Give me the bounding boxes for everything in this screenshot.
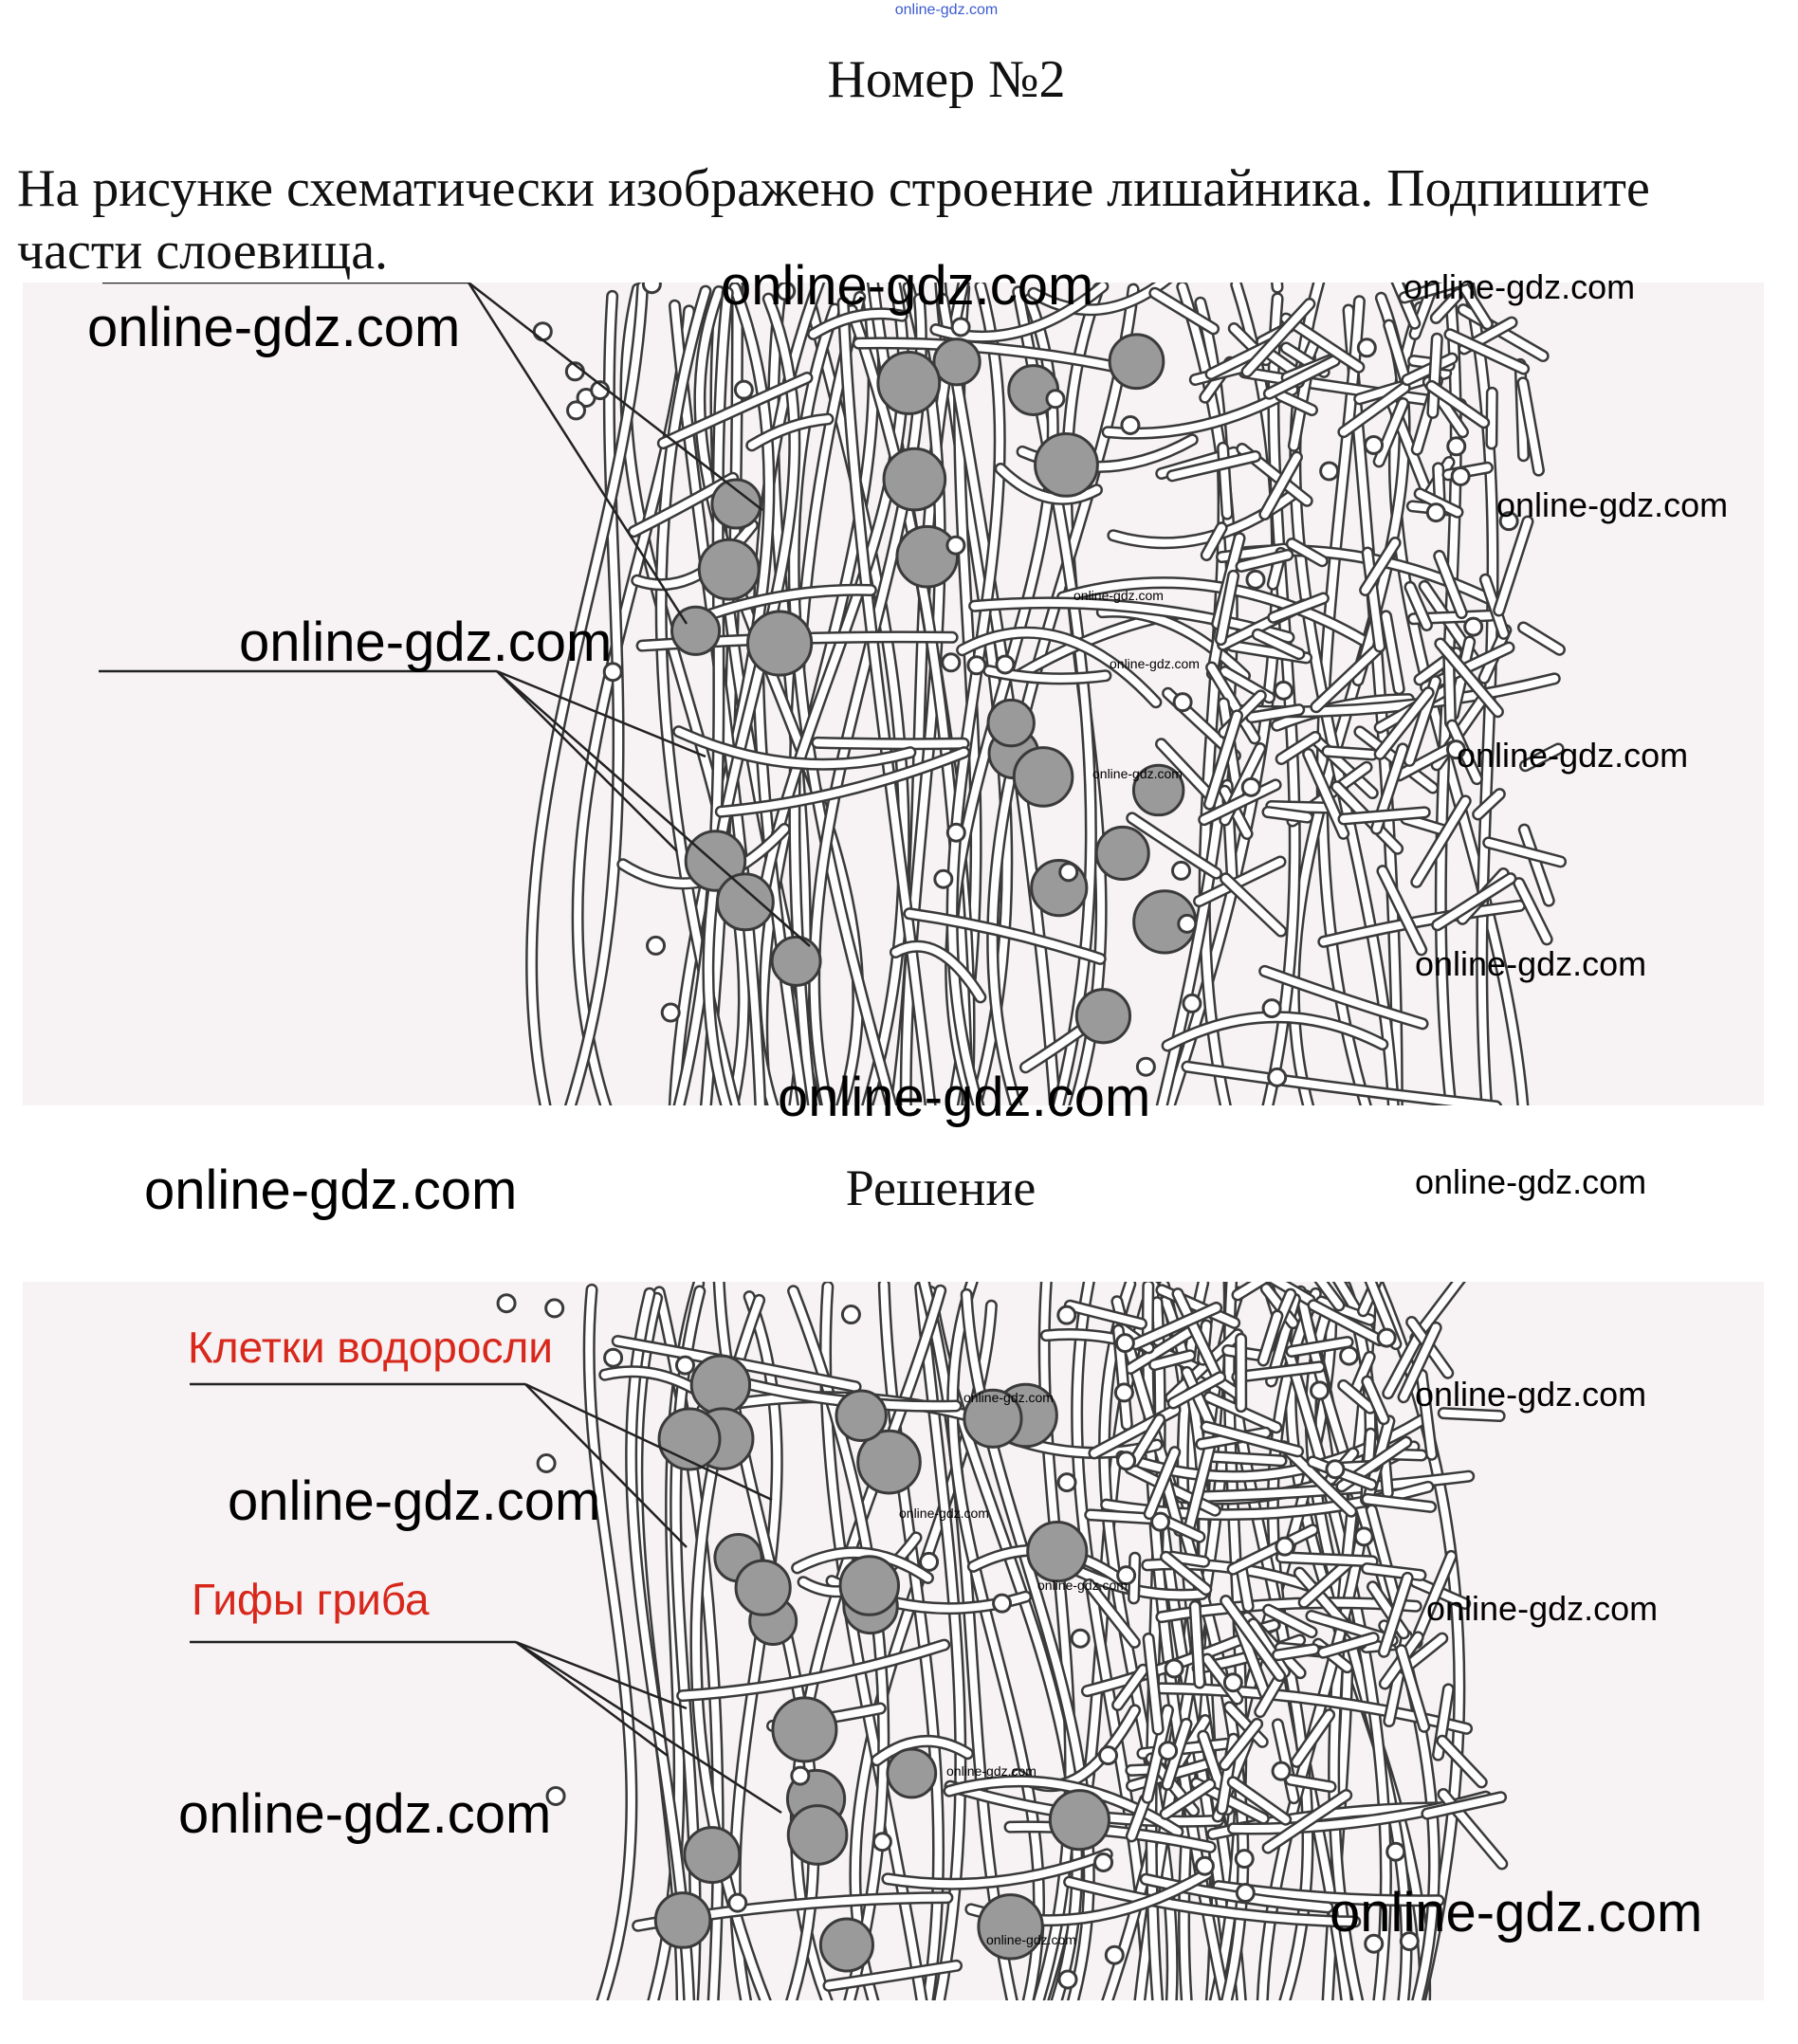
granule <box>643 283 660 293</box>
granule <box>1095 1853 1112 1871</box>
watermark: online-gdz.com <box>1092 766 1183 781</box>
granule <box>676 1357 693 1374</box>
algae-cell <box>1028 1523 1087 1581</box>
algae-cell <box>691 1356 749 1414</box>
granule <box>1100 1747 1117 1764</box>
watermark: online-gdz.com <box>228 1470 601 1532</box>
algae-cell <box>988 700 1034 745</box>
granule <box>1276 1538 1293 1555</box>
granule <box>568 402 585 419</box>
granule <box>1355 1528 1372 1545</box>
watermark: online-gdz.com <box>1073 588 1164 603</box>
watermark: online-gdz.com <box>178 1783 552 1845</box>
algae-cell <box>934 339 980 385</box>
algae-cell <box>888 1749 936 1798</box>
algae-cell <box>1050 1791 1109 1850</box>
algae-cell <box>685 1828 740 1883</box>
algae-cell <box>788 1806 847 1865</box>
watermark: online-gdz.com <box>87 297 461 358</box>
task-text: На рисунке схематически изображено строение лишайника. Подпишите части слоевища. <box>17 159 1650 281</box>
label-algae-cells: Клетки водоросли <box>188 1323 553 1372</box>
watermark: online-gdz.com <box>144 1159 518 1221</box>
granule <box>952 319 969 336</box>
granule <box>735 381 752 398</box>
watermark: online-gdz.com <box>1457 736 1689 775</box>
pointer-line <box>516 1642 687 1708</box>
watermark: online-gdz.com <box>1404 267 1636 306</box>
algae-cell <box>772 937 820 985</box>
algae-cell <box>979 1895 1042 1959</box>
granule <box>994 1595 1011 1612</box>
label-fungal-hyphae: Гифы гриба <box>192 1575 430 1624</box>
algae-cell <box>1096 827 1148 879</box>
granule <box>1152 1513 1169 1530</box>
granule <box>1237 1885 1254 1902</box>
granule <box>1273 1762 1290 1779</box>
granule <box>1378 1329 1395 1346</box>
granule <box>1173 862 1190 879</box>
granule <box>1448 438 1465 455</box>
granule <box>943 654 960 671</box>
granule <box>1160 1743 1177 1760</box>
watermark: online-gdz.com <box>986 1932 1076 1947</box>
watermark: online-gdz.com <box>1415 1162 1647 1201</box>
algae-cell <box>840 1557 899 1615</box>
granule <box>842 1306 859 1323</box>
granule <box>1341 1347 1358 1364</box>
granule <box>546 1300 563 1317</box>
algae-cell <box>655 1893 710 1948</box>
granule <box>1327 1461 1344 1478</box>
granule <box>1059 1971 1076 1988</box>
granule <box>1116 1335 1133 1352</box>
granule <box>792 1767 809 1784</box>
watermark: online-gdz.com <box>1110 656 1200 671</box>
watermark: online-gdz.com <box>899 1506 989 1521</box>
watermark: online-gdz.com <box>1496 485 1729 524</box>
granule <box>1058 1474 1075 1491</box>
solution-title: Решение <box>845 1159 1037 1216</box>
algae-cell <box>1032 860 1087 915</box>
granule <box>605 1349 622 1366</box>
granule <box>997 656 1014 673</box>
granule <box>662 1004 679 1021</box>
granule <box>1060 864 1077 881</box>
watermark: online-gdz.com <box>946 1763 1037 1779</box>
granule <box>873 1834 890 1851</box>
algae-cell <box>1110 335 1164 389</box>
granule <box>935 870 952 887</box>
granule <box>921 1553 938 1570</box>
granule <box>1358 339 1375 356</box>
granule <box>1247 571 1264 588</box>
granule <box>1275 682 1292 699</box>
granule <box>1115 1384 1132 1401</box>
granule <box>1452 467 1469 484</box>
algae-cell <box>748 611 812 675</box>
granule <box>1122 417 1139 434</box>
granule <box>1179 915 1196 932</box>
granule <box>1465 618 1482 635</box>
watermark: online-gdz.com <box>778 1067 1151 1128</box>
granule <box>1047 391 1064 408</box>
granule <box>648 937 665 954</box>
granule <box>947 824 964 841</box>
algae-cell <box>884 448 945 510</box>
granule <box>1269 1068 1286 1086</box>
granule <box>1312 1382 1329 1399</box>
algae-cell <box>736 1560 790 1615</box>
granule <box>1366 436 1383 453</box>
watermark: online-gdz.com <box>1426 1589 1659 1628</box>
granule <box>1058 1306 1075 1323</box>
watermark: online-gdz.com <box>721 255 1094 317</box>
granule <box>1118 1452 1135 1469</box>
algae-cell <box>897 526 958 587</box>
algae-cell <box>773 1698 836 1761</box>
site-mark-top: online-gdz.com <box>894 2 999 18</box>
watermark: online-gdz.com <box>1415 944 1647 983</box>
granule <box>1183 995 1201 1012</box>
granule <box>1106 1946 1123 1963</box>
granule <box>968 657 985 674</box>
granule <box>1387 1843 1404 1860</box>
granule <box>1263 1000 1280 1017</box>
algae-cell <box>699 539 759 599</box>
watermark: online-gdz.com <box>1037 1578 1128 1593</box>
watermark: online-gdz.com <box>1415 1375 1647 1414</box>
granule <box>1242 778 1259 795</box>
granule <box>1236 1851 1253 1868</box>
algae-cell <box>820 1919 872 1971</box>
granule <box>1321 463 1338 480</box>
granule <box>1427 504 1444 521</box>
granule <box>729 1894 746 1911</box>
algae-cell <box>878 353 940 414</box>
granule <box>534 323 551 340</box>
algae-cell <box>1036 433 1098 496</box>
algae-cell <box>1076 990 1129 1043</box>
algae-cell <box>1014 748 1073 807</box>
algae-cell <box>717 874 773 930</box>
granule <box>498 1295 515 1312</box>
watermark: online-gdz.com <box>1330 1882 1703 1944</box>
granule <box>1165 1660 1183 1677</box>
page-title: Номер №2 <box>827 50 1066 109</box>
granule <box>1196 1857 1213 1874</box>
watermark: online-gdz.com <box>963 1390 1054 1405</box>
granule <box>1174 694 1191 711</box>
granule <box>947 537 964 554</box>
algae-cell <box>836 1391 886 1440</box>
granule <box>1224 1674 1241 1691</box>
watermark: online-gdz.com <box>239 611 613 673</box>
granule <box>1072 1630 1089 1647</box>
pointer-line <box>468 283 687 624</box>
